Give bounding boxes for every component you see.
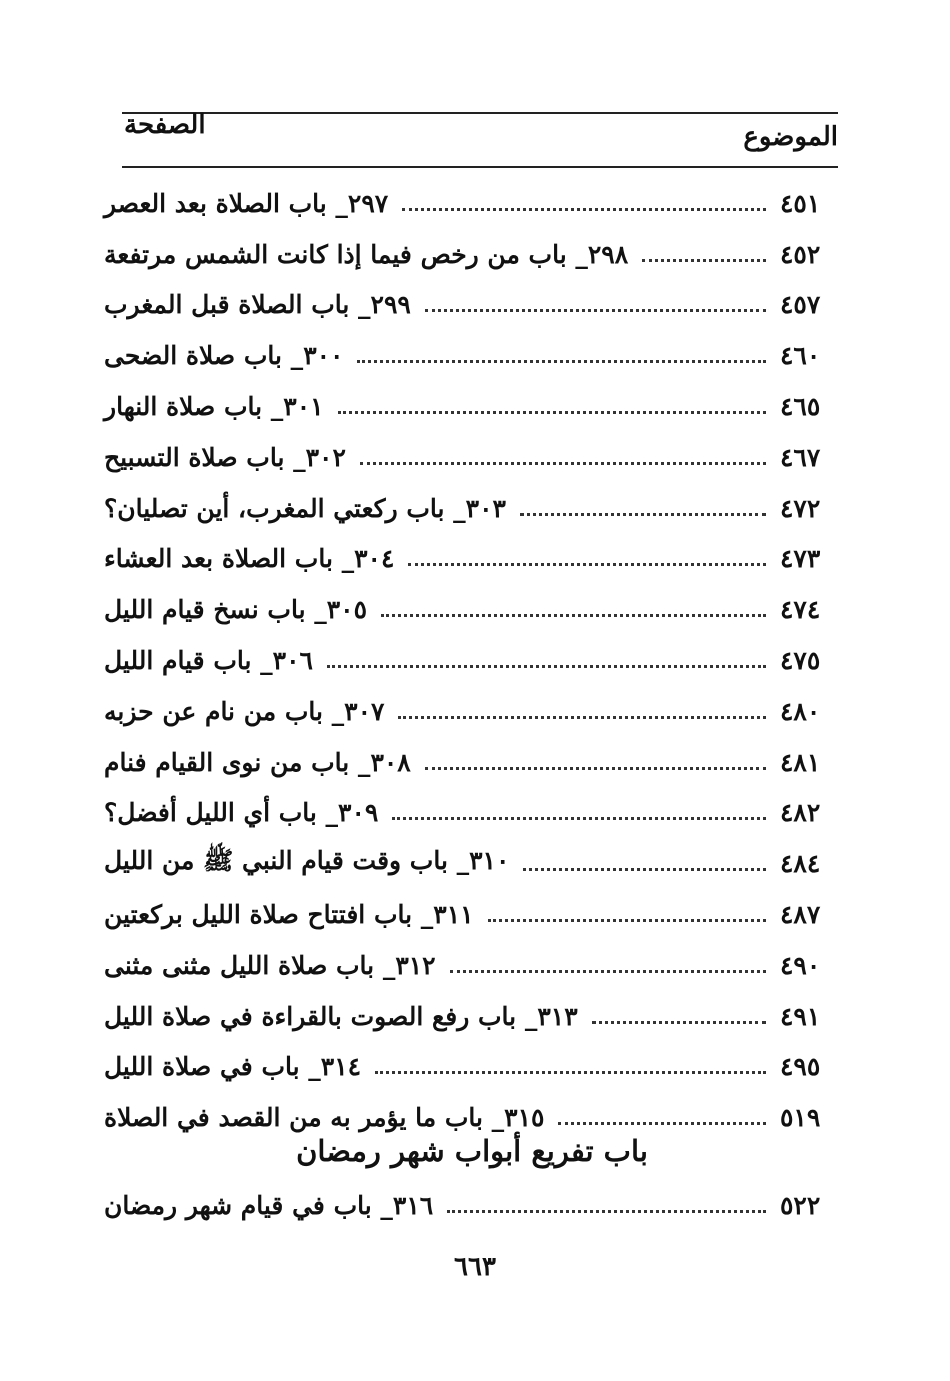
toc-entry-page: ٤٥١ [780, 188, 821, 218]
toc-row [104, 940, 840, 991]
toc-entry-page: ٤٨٧ [780, 900, 821, 930]
header-topic-label: الموضوع [743, 122, 838, 152]
toc-entry-title: ٣٠٧_ باب من نام عن حزبه [104, 696, 385, 726]
toc-list [104, 178, 840, 1143]
toc-entry-page: ٤٧٤ [780, 595, 821, 625]
section-heading: باب تفريع أبواب شهر رمضان [296, 1134, 648, 1168]
toc-entry-page: ٤٧٥ [780, 646, 821, 676]
toc-entry-page: ٤٦٠ [780, 341, 821, 371]
toc-entry-title: ٢٩٧_ باب الصلاة بعد العصر [104, 188, 389, 218]
toc-row [104, 229, 840, 280]
leader-dots [398, 716, 766, 719]
toc-row [104, 889, 840, 940]
toc-row [104, 432, 840, 483]
toc-entry-title: ٣١٤_ باب في صلاة الليل [104, 1052, 362, 1082]
leader-dots [520, 513, 766, 516]
leader-dots [357, 360, 766, 363]
toc-row [104, 991, 840, 1042]
toc-entry-title: ٣١٦_ باب في قيام شهر رمضان [104, 1190, 434, 1220]
leader-dots [642, 259, 766, 262]
toc-entry-title: ٣٠٦_ باب قيام الليل [104, 646, 313, 676]
toc-row [104, 534, 840, 585]
header-page-label: الصفحة [124, 110, 206, 140]
toc-row [104, 635, 840, 686]
toc-entry-page: ٤٥٧ [780, 290, 821, 320]
toc-entry-title: ٣٠٣_ باب ركعتي المغرب، أين تصليان؟ [104, 493, 506, 523]
toc-entry-page: ٤٦٥ [780, 392, 821, 422]
toc-entry-page: ٥١٩ [780, 1103, 821, 1133]
toc-row [104, 280, 840, 331]
toc-entry-title: ٣١٣_ باب رفع الصوت بالقراءة في صلاة الليل [104, 1001, 578, 1031]
leader-dots [592, 1021, 766, 1024]
leader-dots [408, 563, 766, 566]
leader-dots [402, 208, 766, 211]
leader-dots [338, 411, 766, 414]
toc-entry-page: ٤٩٠ [780, 950, 821, 980]
toc-entry-title: ٣٠٨_ باب من نوى القيام فنام [104, 747, 411, 777]
toc-row [104, 381, 840, 432]
toc-entry-page: ٤٩١ [780, 1001, 821, 1031]
toc-row [104, 178, 840, 229]
toc-entry-page: ٤٨٢ [780, 798, 821, 828]
toc-entry-title: ٣١٥_ باب ما يؤمر به من القصد في الصلاة [104, 1103, 545, 1133]
toc-entry-title: ٣٠٤_ باب الصلاة بعد العشاء [104, 544, 395, 574]
leader-dots [392, 817, 766, 820]
toc-entry-title: ٣٠٠_ باب صلاة الضحى [104, 341, 344, 371]
page-number: ٦٦٣ [454, 1252, 496, 1282]
toc-row [104, 1042, 840, 1093]
toc-entry-page: ٤٧٢ [780, 493, 821, 523]
header-rule [122, 166, 838, 168]
toc-entry-title: ٢٩٩_ باب الصلاة قبل المغرب [104, 290, 411, 320]
toc-row [104, 737, 840, 788]
toc-entry-title: ٣١٠_ باب وقت قيام النبي ﷺ من الليل [104, 846, 510, 876]
toc-row [104, 838, 840, 889]
toc-entry-title: ٣٠٥_ باب نسخ قيام الليل [104, 595, 368, 625]
leader-dots [488, 919, 766, 922]
section-toc-list [104, 1180, 840, 1231]
toc-row [104, 483, 840, 534]
leader-dots [327, 665, 766, 668]
toc-row [104, 788, 840, 839]
leader-dots [447, 1210, 766, 1213]
toc-entry-page: ٤٨٤ [780, 849, 821, 879]
leader-dots [360, 462, 766, 465]
leader-dots [381, 614, 766, 617]
toc-entry-page: ٤٨٠ [780, 696, 821, 726]
leader-dots [425, 767, 766, 770]
toc-entry-page: ٤٧٣ [780, 544, 821, 574]
toc-entry-title: ٣١٢_ باب صلاة الليل مثنى مثنى [104, 950, 436, 980]
leader-dots [375, 1071, 766, 1074]
leader-dots [425, 309, 766, 312]
toc-row [104, 330, 840, 381]
toc-row [104, 686, 840, 737]
toc-entry-page: ٥٢٢ [780, 1190, 821, 1220]
toc-entry-page: ٤٥٢ [780, 239, 821, 269]
toc-row [104, 584, 840, 635]
toc-entry-page: ٤٩٥ [780, 1052, 821, 1082]
toc-entry-title: ٣١١_ باب افتتاح صلاة الليل بركعتين [104, 900, 474, 930]
toc-row [104, 1180, 840, 1231]
toc-entry-page: ٤٦٧ [780, 442, 821, 472]
leader-dots [450, 970, 766, 973]
toc-entry-page: ٤٨١ [780, 747, 821, 777]
toc-entry-title: ٣٠٢_ باب صلاة التسبيح [104, 442, 346, 472]
top-rule [122, 112, 838, 114]
toc-entry-title: ٣٠٩_ باب أي الليل أفضل؟ [104, 798, 379, 828]
toc-entry-title: ٢٩٨_ باب من رخص فيما إذا كانت الشمس مرتفعة [104, 239, 629, 269]
leader-dots [523, 868, 766, 871]
toc-entry-title: ٣٠١_ باب صلاة النهار [104, 392, 324, 422]
leader-dots [558, 1122, 766, 1125]
